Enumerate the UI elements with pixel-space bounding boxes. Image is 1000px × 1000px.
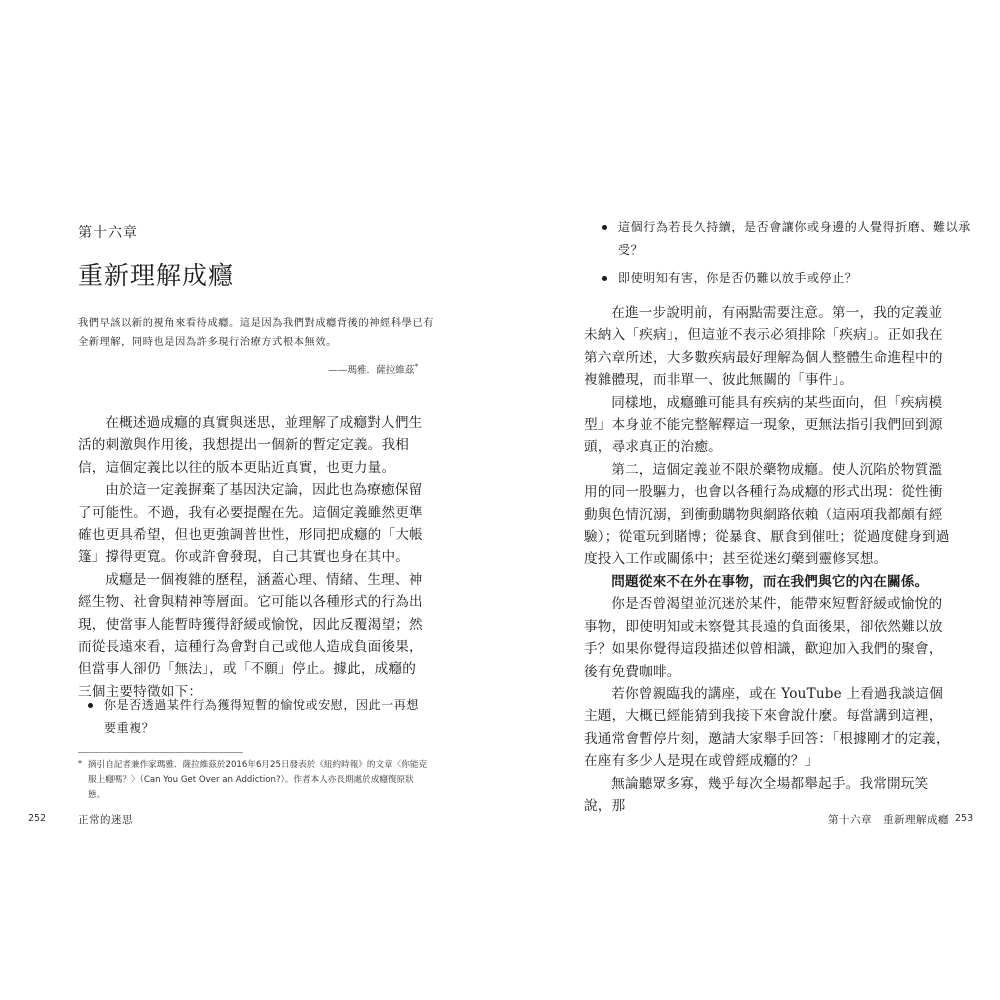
footnote-text: 摘引自記者兼作家瑪雅．薩拉維茲於2016年6月25日發表於《紐約時報》的文章〈你能克服上癮嗎？〉（Can You Get Over an Addiction?）。作者本人亦長期處於成癮復原狀態。 (88, 760, 428, 800)
right-body-text (584, 302, 950, 817)
bullet-dot-icon (602, 276, 607, 281)
chapter-label: 第十六章 (78, 225, 138, 241)
paragraph: 同樣地，成癮雖可能具有疾病的某些面向，但「疾病模型」本身並不能完整解釋這一現象，更無法指引我們回到源頭，尋求真正的治癒。 (584, 394, 943, 456)
bullet-item (78, 694, 426, 740)
bullet-text: 這個行為若長久持續，是否會讓你或身邊的人覺得折磨、難以承受？ (618, 220, 971, 257)
bold-paragraph: 問題從來不在外在事物，而在我們與它的內在關係。 (611, 573, 929, 590)
chapter-title: 重新理解成癮 (78, 261, 235, 290)
footnote-divider (78, 752, 243, 753)
paragraph: 無論聽眾多寡，幾乎每次全場都舉起手。我常開玩笑說，那 (584, 775, 929, 814)
running-head-left: 正常的迷思 (78, 814, 133, 826)
paragraph: 第二，這個定義並不限於藥物成癮。使人沉陷於物質濫用的同一股驅力，也會以各種行為成癮的形式出現：從性衝動與色情沉溺，到衝動購物與網路依賴（這兩項我都頗有經驗）；從電玩到賭博；從暴食、厭食到催吐；從過度健身到過度投入工作或關係中；甚至從迷幻藥到靈修冥想。 (584, 461, 950, 568)
left-body-text (78, 412, 426, 703)
footnote-mark: * (78, 759, 82, 768)
page-number-right: 253 (955, 813, 974, 824)
right-page (500, 0, 1000, 1000)
left-bullet-list (78, 694, 426, 740)
epigraph-note-mark: * (414, 362, 418, 371)
epigraph-attribution-text: ——瑪雅．薩拉維茲 (328, 365, 415, 376)
paragraph: 由於這一定義摒棄了基因決定論，因此也為療癒保留了可能性。不過，我有必要提醒在先。這個定義雖然更準確也更具希望，但也更強調普世性，形同把成癮的「大帳篷」撐得更寬。你或許會發現，自己其實也身在其中。 (78, 482, 423, 566)
bullet-text: 你是否透過某件行為獲得短暫的愉悅或安慰，因此一再想要重複？ (104, 698, 420, 735)
bullet-item (592, 267, 972, 290)
paragraph: 若你曾親臨我的講座，或在 YouTube 上看過我談這個主題，大概已經能猜到我接下來會說什麼。每當講到這裡，我通常會暫停片刻，邀請大家舉手回答：「根據剛才的定義，在座有多少人是現在或曾經成癮的？」 (584, 685, 950, 770)
paragraph: 在概述過成癮的真實與迷思，並理解了成癮對人們生活的刺激與作用後，我想提出一個新的暫定定義。我相信，這個定義比以往的版本更貼近真實，也更力量。 (78, 415, 423, 476)
bullet-dot-icon (602, 225, 607, 230)
page-number-left: 252 (28, 813, 47, 824)
paragraph: 在進一步說明前，有兩點需要注意。第一，我的定義並未納入「疾病」，但這並不表示必須排除「疾病」。正如我在第六章所述，大多數疾病最好理解為個人整體生命進程中的複雜體現，而非單一、彼此無關的「事件」。 (584, 305, 943, 389)
running-head-right: 第十六章 重新理解成癮 (828, 814, 949, 826)
paragraph: 成癮是一個複雜的歷程，涵蓋心理、情緒、生理、神經生物、社會與精神等層面。它可能以各種形式的行為出現，使當事人能暫時獲得舒緩或愉悅，因此反覆渴望；然而從長遠來看，這種行為會對自己或他人造成負面後果，但當事人卻仍「無法」，或「不願」停止。據此，成癮的三個主要特徵如下： (78, 571, 423, 700)
bullet-item (592, 216, 972, 262)
bullet-text: 即使明知有害，你是否仍難以放手或停止？ (618, 271, 858, 285)
right-bullet-list (592, 216, 972, 295)
bullet-dot-icon (88, 703, 93, 708)
epigraph-attribution (78, 362, 418, 376)
epigraph: 我們早該以新的視角來看待成癮。這是因為我們對成癮背後的神經科學已有全新理解，同時也是因為許多現行治療方式根本無效。 (78, 318, 434, 348)
paragraph: 你是否曾渴望並沉迷於某件，能帶來短暫舒緩或愉悅的事物，即使明知或未察覺其長遠的負面後果，卻依然難以放手？如果你覺得這段描述似曾相識，歡迎加入我們的聚會，後有免費咖啡。 (584, 596, 943, 680)
footnote (78, 758, 428, 803)
